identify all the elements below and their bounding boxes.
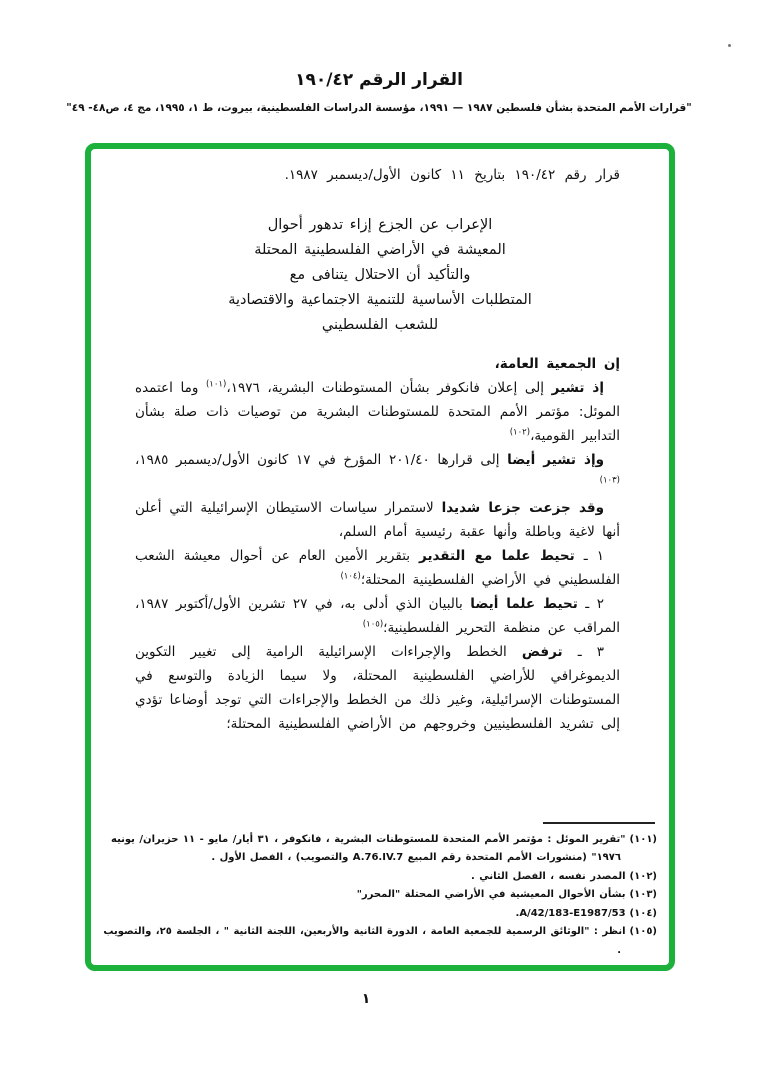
paragraph: وإذ تشير أيضا إلى قرارها ٢٠١/٤٠ المؤرخ في ١٧ كانون الأول/ديسمبر ١٩٨٥،$^{(١٠٣)}$ <box>135 452 620 486</box>
paragraph: وقد جزعت جزعا شديدا لاستمرار سياسات الاستيطان الإسرائيلية التي أعلن أنها لاغية وباطلة وأنها عقبة رئيسية أمام السلم، <box>135 500 620 540</box>
resolution-number-line: قرار رقم ١٩٠/٤٢ بتاريخ ١١ كانون الأول/ديسمبر ١٩٨٧. <box>284 167 620 183</box>
footnote-text: بشأن الأحوال المعيشية في الأراضي المحتلة "المحرر" <box>356 889 626 900</box>
heading-line: الإعراب عن الجزع إزاء تدهور أحوال <box>267 217 493 233</box>
footnote <box>101 831 657 868</box>
scan-speck <box>728 44 731 47</box>
footnote <box>101 923 657 960</box>
paragraph: إن الجمعية العامة، <box>494 356 620 372</box>
footnote-reference: (١٠٣) <box>599 475 620 486</box>
footnote-marker: (١٠٤) <box>629 907 657 919</box>
footnote-reference: (١٠٢) <box>509 427 531 438</box>
footnote-text: انظر : "الوثائق الرسمية للجمعية العامة ، الدورة الثانية والأربعين، اللجنة الثانية " ، الجلسة ٢٥، والتصويب . <box>103 926 626 956</box>
paragraph: ١ ـ تحيط علما مع التقدير بتقرير الأمين العام عن أحوال معيشة الشعب الفلسطيني في الأراضي الفلسطينية المحتلة؛$^{(١٠٤)}$ <box>135 548 620 588</box>
footnote-separator <box>543 822 655 824</box>
page-number: ١ <box>361 991 371 1007</box>
footnote-marker: (١٠٥) <box>629 926 657 937</box>
source-citation-line: "قرارات الأمم المتحدة بشأن فلسطين ١٩٨٧ — ١٩٩١، مؤسسة الدراسات الفلسطينية، بيروت، ط ١، ١٩٩٥، مج ٤، ص٤٨- ٤٩" <box>66 102 692 114</box>
resolution-heading <box>91 213 669 338</box>
footnote-marker: (١٠١) <box>629 833 657 845</box>
resolution-paragraphs <box>135 352 620 736</box>
heading-line: للشعب الفلسطيني <box>321 317 439 333</box>
footnote-reference: (١٠٥) <box>362 619 384 630</box>
footnote <box>101 886 657 905</box>
footnote-reference: (١٠٤) <box>340 571 361 582</box>
heading-line: المعيشة في الأراضي الفلسطينية المحتلة <box>254 242 506 258</box>
heading-line: المتطلبات الأساسية للتنمية الاجتماعية والاقتصادية <box>228 292 532 308</box>
document-title: القرار الرقم ١٩٠/٤٢ <box>295 70 463 90</box>
footnote-reference: (١٠١) <box>205 379 227 390</box>
paragraph: ٢ ـ تحيط علما أيضا بالبيان الذي أدلى به، في ٢٧ تشرين الأول/أكتوبر ١٩٨٧، المراقب عن منظمة التحرير الفلسطينية؛$^{(١٠٥)}$ <box>135 596 620 636</box>
footnote-text: "تقرير الموئل : مؤتمر الأمم المتحدة للمستوطنات البشرية ، فانكوفر ، ٣١ أيار/ مايو - ١١ حزيران/ يونيه ١٩٧٦" (منشورات الأمم المتحدة رقم المبيع A.76.IV.7 والتصويب) ، الفصل الأول . <box>111 833 626 863</box>
resolution-frame <box>85 143 675 971</box>
footnote-text: A/42/183-E1987/53. <box>515 907 626 919</box>
footnote-list <box>101 831 657 961</box>
paragraph: إذ تشير إلى إعلان فانكوفر بشأن المستوطنات البشرية، ١٩٧٦،$^{(١٠١)}$ وما اعتمده الموئل: مؤتمر الأمم المتحدة للمستوطنات البشرية من توصيات ذات صلة بشأن التدابير القومية،$^{(١٠٢)}$ <box>135 379 620 444</box>
heading-line: والتأكيد أن الاحتلال يتنافى مع <box>289 267 471 283</box>
footnote-text: المصدر نفسه ، الفصل الثاني . <box>471 870 626 882</box>
footnote <box>101 905 657 924</box>
footnote-area <box>101 822 657 961</box>
paragraph: ٣ ـ ترفض الخطط والإجراءات الإسرائيلية الرامية إلى تغيير التكوين الديموغرافي للأراضي الفلسطينية المحتلة، ولا سيما الزيادة والتوسع في المستوطنات الإسرائيلية، وغير ذلك من الخطط والإجراءات التي توجد أوضاعا تؤدي إلى تشريد الفلسطينيين وخروجهم من الأراضي الفلسطينية المحتلة؛ <box>135 644 620 732</box>
footnote <box>101 868 657 887</box>
footnote-marker: (١٠٢) <box>629 870 657 882</box>
footnote-marker: (١٠٣) <box>629 889 657 900</box>
